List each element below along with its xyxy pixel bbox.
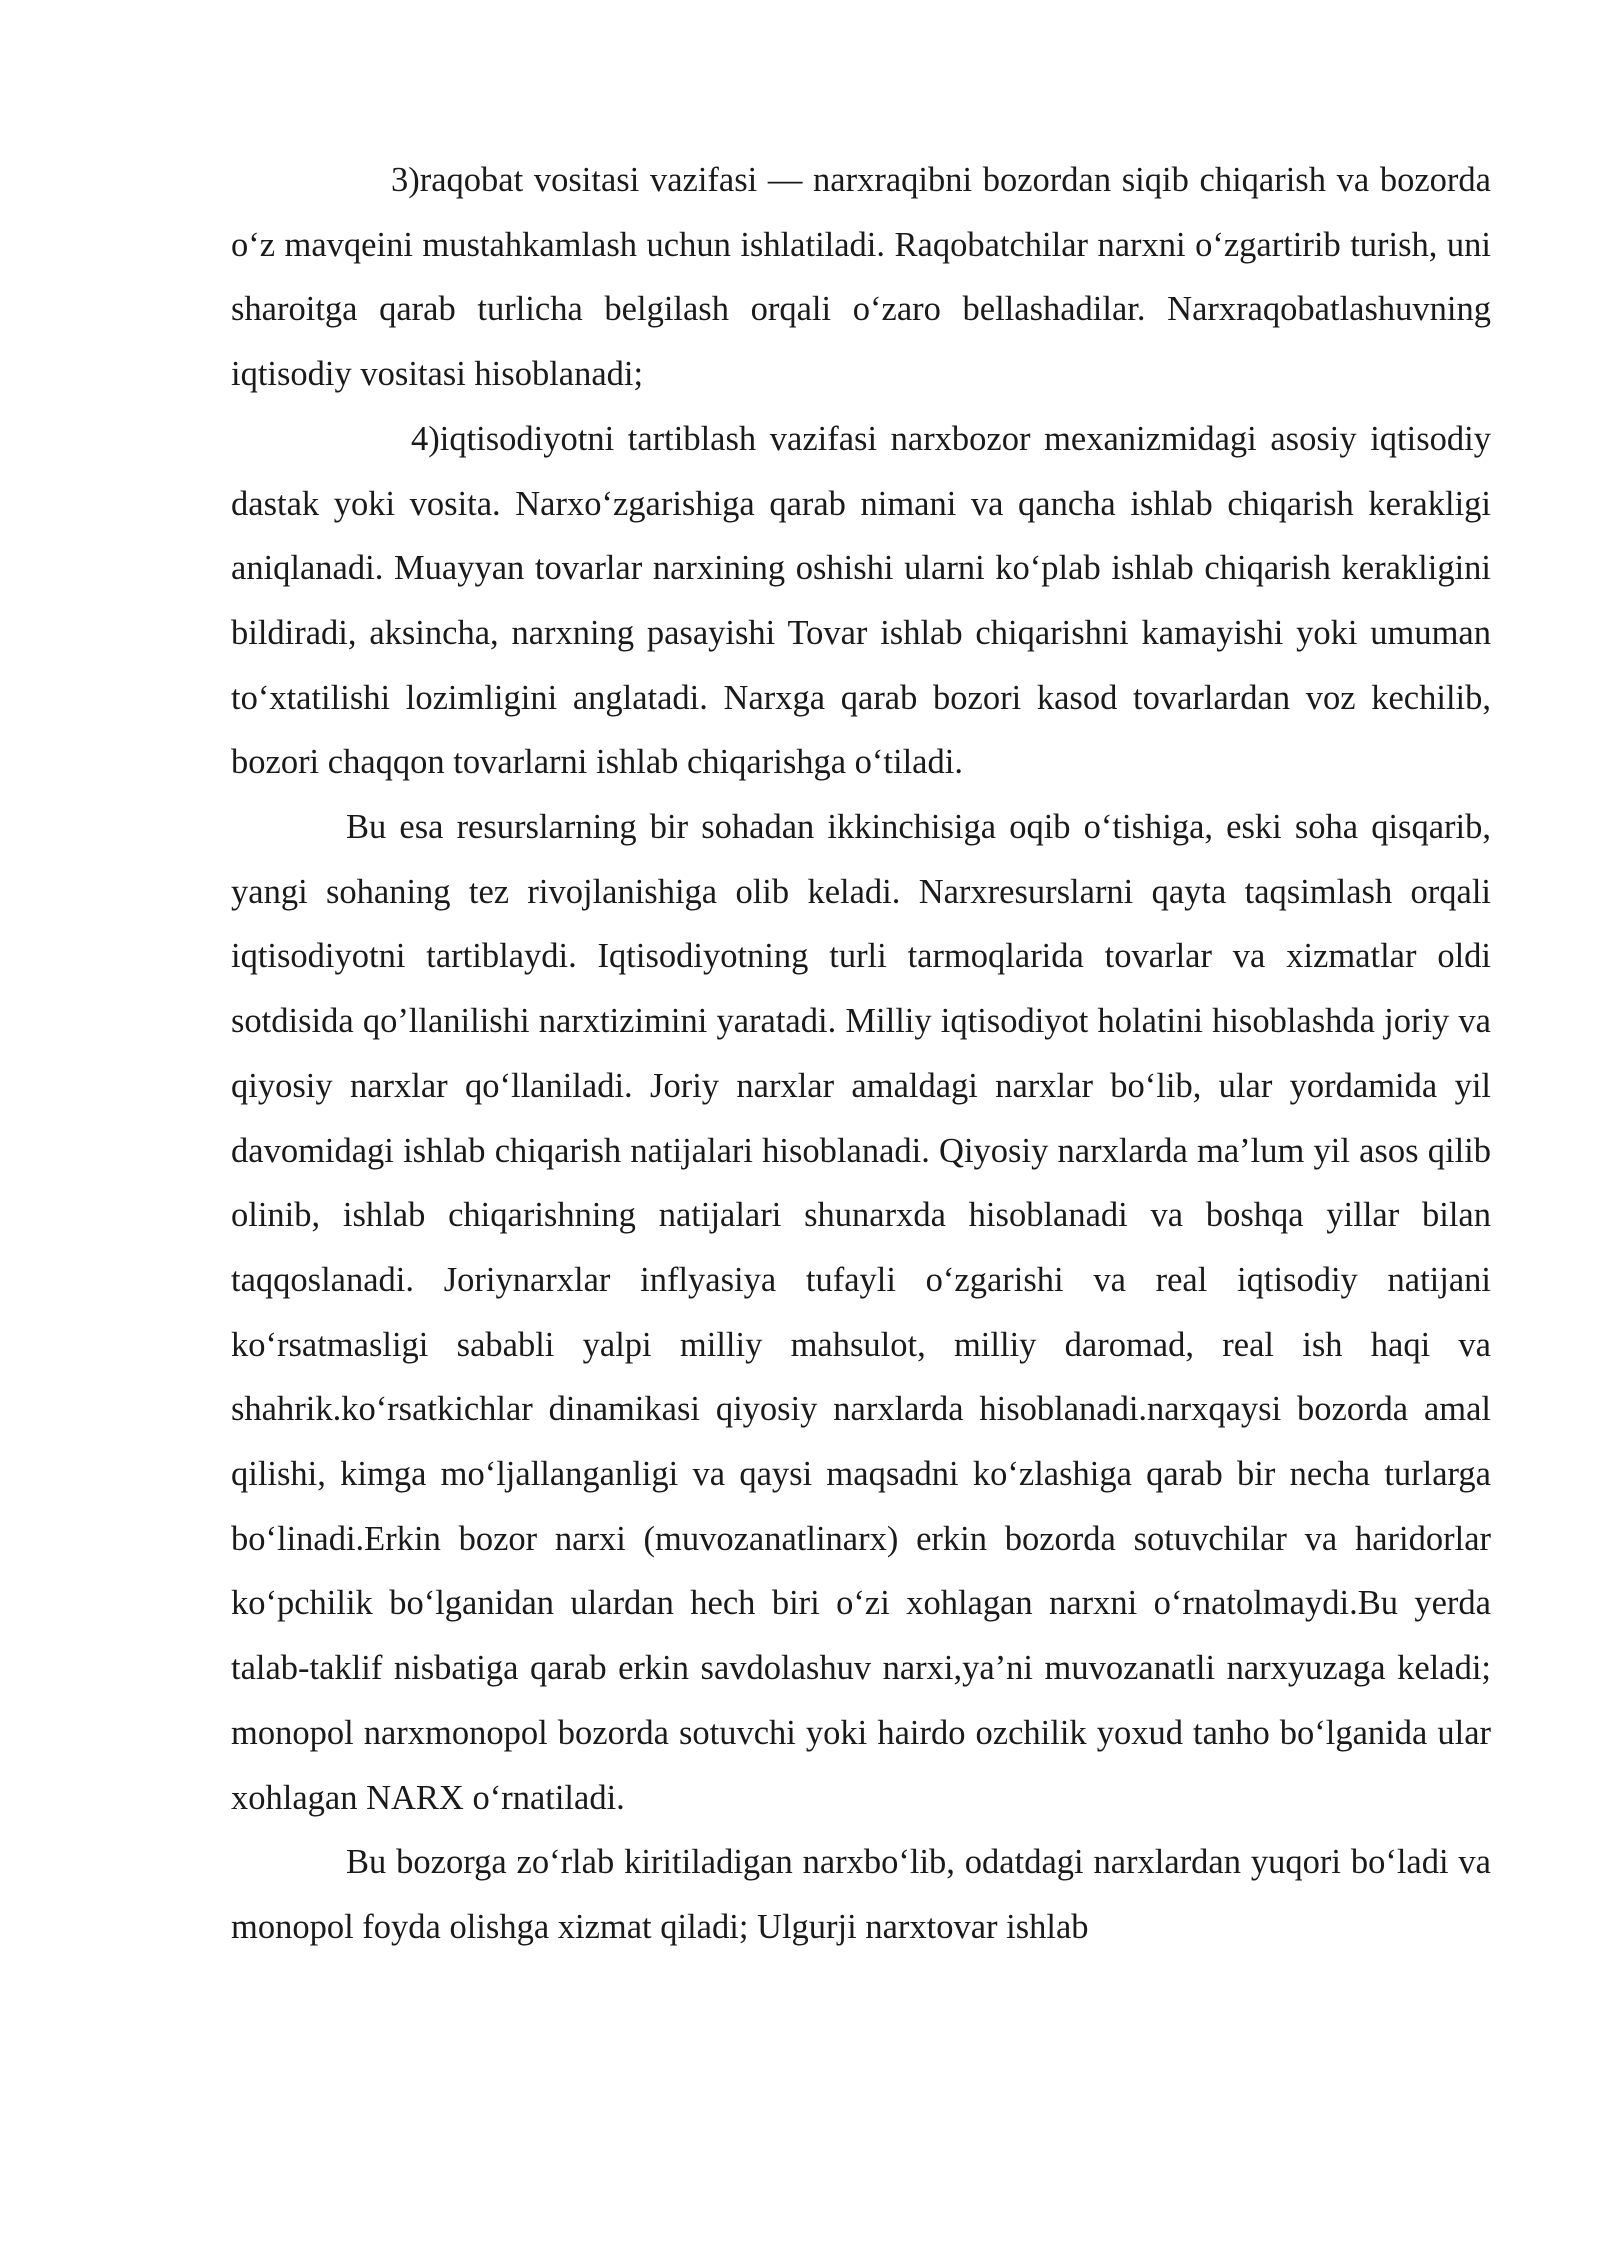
paragraph-regulation-function: 4)iqtisodiyotni tartiblash vazifasi narxbozor mexanizmidagi asosiy iqtisodiy dastak yoki vosita. Narxo‘zgarishiga qarab nimani va qancha ishlab chiqarish kerakligi aniqlanadi. Muayyan tovarlar narxining oshishi ularni ko‘plab ishlab chiqarish kerakligini bildiradi, aksincha, narxning pasayishi Tovar ishlab chiqarishni kamayishi yoki umuman to‘xtatilishi lozimligini anglatadi. Narxga qarab bozori kasod tovarlardan voz kechilib, bozori chaqqon tovarlarni ishlab chiqarishga o‘tiladi. xyxy=(231,419,1491,782)
document-body xyxy=(231,148,1491,1960)
paragraph-monopoly-price: Bu bozorga zo‘rlab kiritiladigan narxbo‘lib, odatdagi narxlardan yuqori bo‘ladi va monopol foyda olishga xizmat qiladi; Ulgurji narxtovar ishlab xyxy=(231,1843,1491,1946)
paragraph-competition-function: 3)raqobat vositasi vazifasi — narxraqibni bozordan siqib chiqarish va bozorda o‘z mavqeini mustahkamlash uchun ishlatiladi. Raqobatchilar narxni o‘zgartirib turish, uni sharoitga qarab turlicha belgilash orqali o‘zaro bellashadilar. Narxraqobatlashuvning iqtisodiy vositasi hisoblanadi; xyxy=(231,161,1491,394)
paragraph-resources-and-prices: Bu esa resurslarning bir sohadan ikkinchisiga oqib o‘tishiga, eski soha qisqarib, yangi sohaning tez rivojlanishiga olib keladi. Narxresurslarni qayta taqsimlash orqali iqtisodiyotni tartiblaydi. Iqtisodiyotning turli tarmoqlarida tovarlar va xizmatlar oldi sotdisida qo’llanilishi narxtizimini yaratadi. Milliy iqtisodiyot holatini hisoblashda joriy va qiyosiy narxlar qo‘llaniladi. Joriy narxlar amaldagi narxlar bo‘lib, ular yordamida yil davomidagi ishlab chiqarish natijalari hisoblanadi. Qiyosiy narxlarda ma’lum yil asos qilib olinib, ishlab chiqarishning natijalari shunarxda hisoblanadi va boshqa yillar bilan taqqoslanadi. Joriynarxlar inflyasiya tufayli o‘zgarishi va real iqtisodiy natijani ko‘rsatmasligi sababli yalpi milliy mahsulot, milliy daromad, real ish haqi va shahrik.ko‘rsatkichlar dinamikasi qiyosiy narxlarda hisoblanadi.narxqaysi bozorda amal qilishi, kimga mo‘ljallanganligi va qaysi maqsadni ko‘zlashiga qarab bir necha turlarga bo‘linadi.Erkin bozor narxi (muvozanatlinarx) erkin bozorda sotuvchilar va haridorlar ko‘pchilik bo‘lganidan ulardan hech biri o‘zi xohlagan narxni o‘rnatolmaydi.Bu yerda talab-taklif nisbatiga qarab erkin savdolashuv narxi,ya’ni muvozanatli narxyuzaga keladi; monopol narxmonopol bozorda sotuvchi yoki hairdo ozchilik yoxud tanho bo‘lganida ular xohlagan NARX o‘rnatiladi. xyxy=(231,808,1491,1817)
